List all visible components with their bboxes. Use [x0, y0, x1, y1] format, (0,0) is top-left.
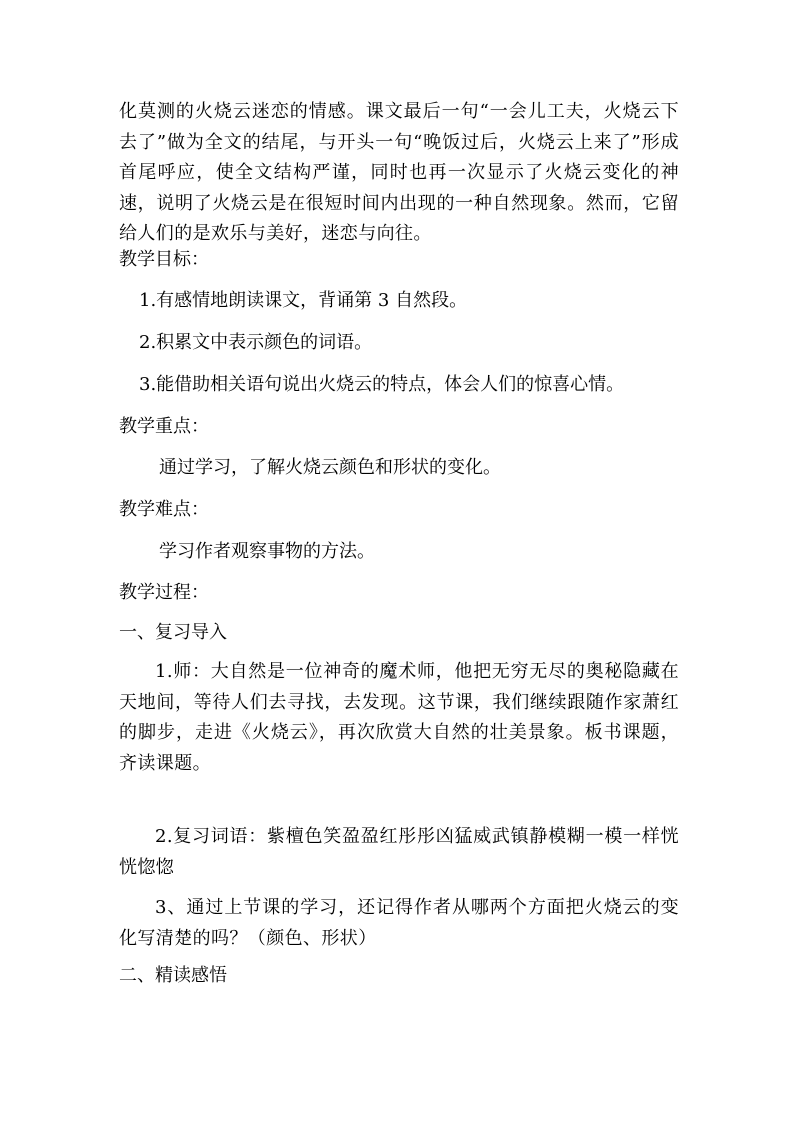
difficulty-text: 学习作者观察事物的方法。: [159, 541, 375, 562]
goal-item-2: 2.积累文中表示颜色的词语。: [139, 332, 373, 353]
goal-item-3: 3.能借助相关语句说出火烧云的特点，体会人们的惊喜心情。: [139, 374, 625, 395]
step-2-paragraph: 2.复习词语：紫檀色笑盈盈红彤彤凶猛威武镇静模糊一模一样恍恍惚惚: [119, 826, 679, 878]
step-3-paragraph: 3、通过上节课的学习，还记得作者从哪两个方面把火烧云的变化写清楚的吗？（颜色、形状）: [119, 897, 679, 949]
step-1-paragraph: 1.师：大自然是一位神奇的魔术师，他把无穷无尽的奥秘隐藏在天地间，等待人们去寻找，去发现。这节课，我们继续跟随作家萧红的脚步，走进《火烧云》，再次欣赏大自然的壮美景象。板书课题，齐读课题。: [119, 661, 679, 774]
section-2-heading: 二、精读感悟: [119, 965, 227, 986]
section-1-heading: 一、复习导入: [119, 622, 227, 643]
goals-heading: 教学目标：: [119, 249, 209, 270]
key-points-heading: 教学重点：: [119, 416, 209, 437]
goal-item-1: 1.有感情地朗读课文，背诵第 3 自然段。: [139, 290, 468, 311]
process-heading: 教学过程：: [119, 582, 209, 603]
difficulty-heading: 教学难点：: [119, 499, 209, 520]
key-points-text: 通过学习，了解火烧云颜色和形状的变化。: [159, 457, 501, 478]
intro-paragraph: 化莫测的火烧云迷恋的情感。课文最后一句“一会儿工夫，火烧云下去了”做为全文的结尾，与开头一句“晚饭过后，火烧云上来了”形成首尾呼应，使全文结构严谨，同时也再一次显示了火烧云变化的神速，说明了火烧云是在很短时间内出现的一种自然现象。然而，它留给人们的是欢乐与美好，迷恋与向往。: [119, 101, 679, 244]
